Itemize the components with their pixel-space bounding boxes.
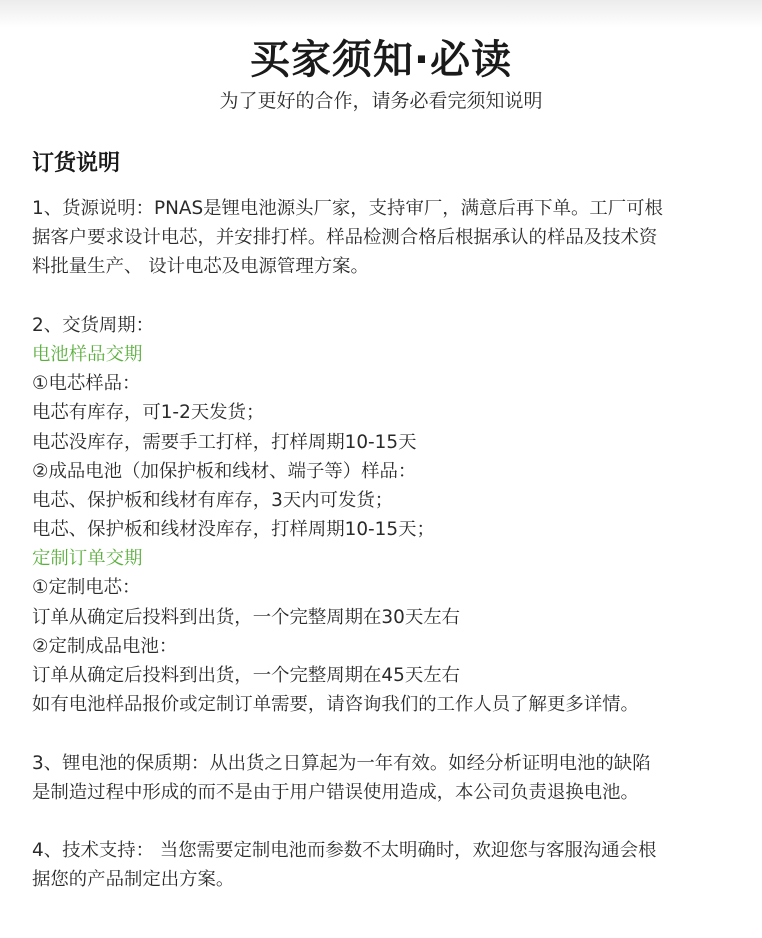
cell-in-stock-text: 电芯有库存，可1-2天发货； [32,402,265,424]
sourcing-line-1: 1、货源说明：PNAS是锂电池源头厂家，支持审厂，满意后再下单。工厂可根 [32,198,663,219]
contact-text: 如有电池样品报价或定制订单需要，请咨询我们的工作人员了解更多详情。 [32,694,639,716]
custom-cell-heading: ①定制电芯： [32,577,141,599]
pack-out-of-stock-text: 电芯、保护板和线材没库存，打样周期10-15天； [32,519,435,541]
top-fade-banner [0,0,762,28]
page-title: 买家须知·必读 [249,37,513,83]
spacer [32,719,732,748]
custom-delivery-heading: 定制订单交期 [32,548,143,570]
cell-sample-heading: ①电芯样品： [32,373,141,395]
warranty-line-2: 是制造过程中形成的而不是由于用户错误使用造成，本公司负责退换电池。 [32,781,639,803]
custom-pack-heading: ②定制成品电池： [32,635,178,657]
sourcing-line-3: 料批量生产、 设计电芯及电源管理方案。 [32,256,369,278]
spacer [32,282,732,311]
sourcing-line-2: 据客户要求设计电芯，并安排打样。样品检测合格后根据承认的样品及技术资 [32,227,658,249]
custom-cell-text: 订单从确定后投料到出货，一个完整周期在30天左右 [32,606,460,628]
cell-out-of-stock-text: 电芯没库存，需要手工打样，打样周期10-15天 [32,431,417,453]
sample-delivery-heading: 电池样品交期 [32,343,143,365]
pack-in-stock-text: 电芯、保护板和线材有库存，3天内可发货； [32,489,394,511]
custom-pack-text: 订单从确定后投料到出货，一个完整周期在45天左右 [32,665,460,686]
section-title-ordering: 订货说明 [32,151,121,176]
spacer [32,807,732,836]
page-subtitle: 为了更好的合作，请务必看完须知说明 [219,90,543,112]
delivery-heading: 2、交货周期： [32,314,155,336]
support-line-1: 4、技术支持： 当您需要定制电池而参数不太明确时，欢迎您与客服沟通会根 [32,840,657,862]
support-line-2: 据您的产品制定出方案。 [32,869,235,891]
ordering-content [32,194,732,895]
pack-sample-heading: ②成品电池（加保护板和线材、端子等）样品： [32,460,417,482]
warranty-line-1: 3、锂电池的保质期：从出货之日算起为一年有效。如经分析证明电池的缺陷 [32,752,651,774]
